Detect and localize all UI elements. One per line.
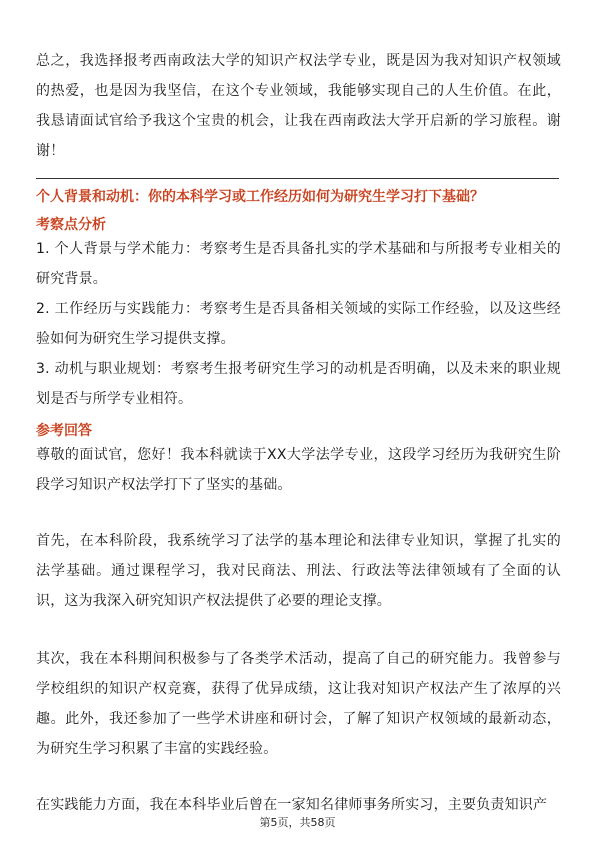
answer-text-3: 其次，我在本科期间积极参与了各类学术活动，提高了自己的研究能力。我曾参与学校组织的知识产权竞赛，获得了优异成绩，这让我对知识产权法产生了浓厚的兴趣。此外，我还参加了一些学术讲座和研讨会，了解了知识产权领域的最新动态，为研究生学习积累了丰富的实践经验。 [36,651,561,757]
analysis-label: 考察点分析 [36,217,106,233]
answer-text-4: 在实践能力方面，我在本科毕业后曾在一家知名律师事务所实习，主要负责知识产 [36,797,548,813]
intro-paragraph [36,46,561,166]
answer-text-1: 尊敬的面试官，您好！我本科就读于XX大学法学专业，这段学习经历为我研究生阶段学习知识产权法学打下了坚实的基础。 [36,447,561,493]
analysis-item-3: 3. 动机与职业规划：考察考生报考研究生学习的动机是否明确，以及未来的职业规划是否与所学专业相符。 [36,361,561,407]
answer-paragraph-3 [36,644,561,764]
analysis-list [36,234,561,414]
section-divider [36,178,559,179]
answer-paragraph-1 [36,440,561,500]
analysis-item-1: 1. 个人背景与学术能力：考察考生是否具备扎实的学术基础和与所报考专业相关的研究背景。 [36,241,561,287]
answer-text-2: 首先，在本科阶段，我系统学习了法学的基本理论和法律专业知识，掌握了扎实的法学基础。通过课程学习，我对民商法、刑法、行政法等法律领域有了全面的认识，这为我深入研究知识产权法提供了必要的理论支撑。 [36,533,561,609]
page-number: 第5页，共58页 [259,816,336,829]
answer-paragraph-2 [36,526,561,616]
intro-text: 总之，我选择报考西南政法大学的知识产权法学专业，既是因为我对知识产权领域的热爱，也是因为我坚信，在这个专业领域，我能够实现自己的人生价值。在此，我恳请面试官给予我这个宝贵的机会，让我在西南政法大学开启新的学习旅程。谢谢！ [36,53,561,159]
analysis-item-2: 2. 工作经历与实践能力：考察考生是否具备相关领域的实际工作经验，以及这些经验如何为研究生学习提供支撑。 [36,301,561,347]
answer-label: 参考回答 [36,423,92,439]
question-title: 个人背景和动机：你的本科学习或工作经历如何为研究生学习打下基础？ [36,189,484,205]
